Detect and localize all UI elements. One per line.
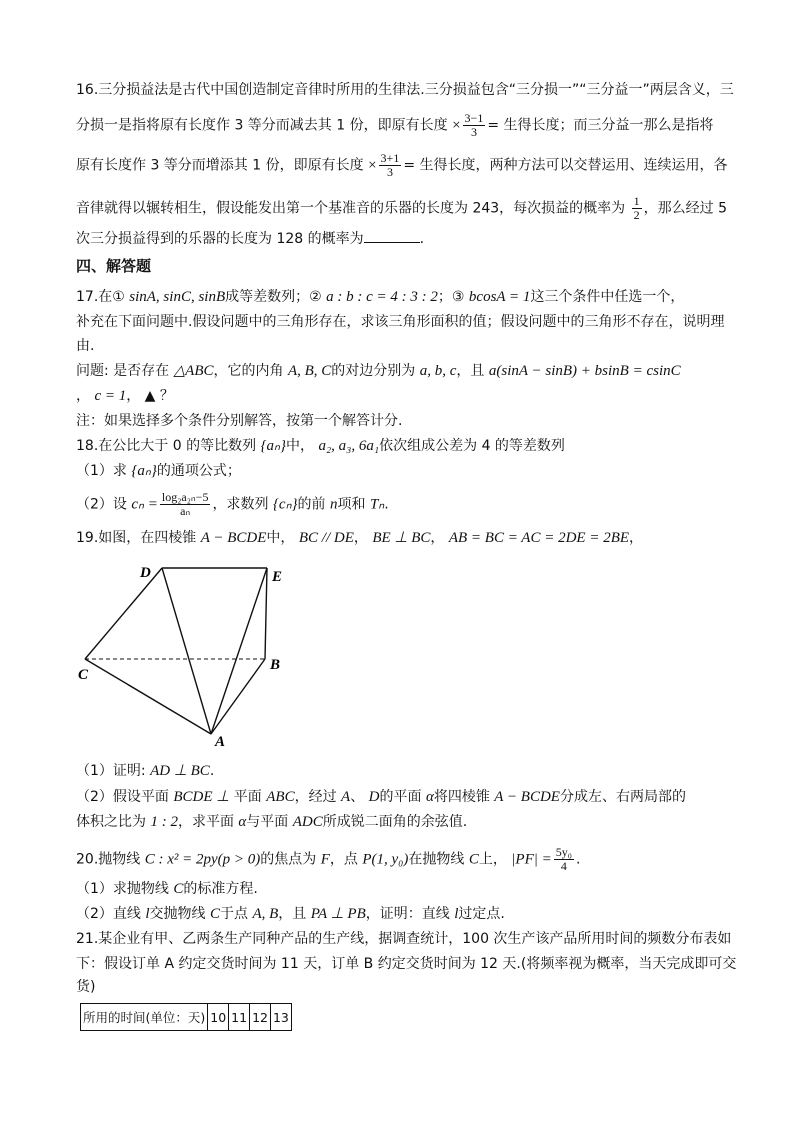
math: △ABC	[173, 363, 214, 379]
label-E: E	[272, 569, 283, 585]
math: P(1, y₀)	[362, 851, 409, 868]
text: ，那么经过 5	[643, 200, 727, 217]
text: 中，	[286, 438, 319, 454]
q20-part-2	[76, 904, 726, 924]
text: ，	[430, 530, 449, 546]
q18-part-1	[76, 461, 726, 481]
math: a₂, a₃, 6a₁	[318, 438, 380, 454]
text: （1）证明:	[76, 763, 151, 779]
math: cₙ =	[131, 496, 158, 513]
q19-line-1	[76, 528, 726, 548]
times-sign: ×	[452, 117, 461, 134]
text: 平面	[229, 789, 267, 805]
text: 的平面	[379, 789, 426, 805]
math: AB = BC = AC = 2DE = 2BE	[448, 530, 630, 546]
math: l	[454, 906, 459, 922]
text: 过定点.	[458, 906, 505, 922]
math: sinA, sinC, sinB	[129, 289, 226, 305]
text: 的通项公式；	[156, 463, 241, 479]
q18-part-2	[76, 491, 726, 518]
q20-part-1	[76, 879, 726, 899]
q17-line-3: 由.	[76, 338, 95, 354]
q21-line-1: 21.某企业有甲、乙两条生产同种产品的生产线，据调查统计，100 次生产该产品所用时间的频数分布表如	[76, 931, 732, 947]
q18-line-1	[76, 436, 726, 456]
text: （2）设	[76, 496, 132, 513]
edge-BA	[211, 659, 265, 734]
text: 体积之比为	[76, 814, 151, 830]
numerator: log₂a₂ₙ−5	[161, 490, 209, 504]
text: ，且	[456, 363, 489, 379]
text: 项和	[337, 496, 370, 513]
math: A − BCDE	[494, 789, 560, 805]
math: A, B, C	[287, 363, 332, 379]
text: 原有长度作 3 等分而增添其 1 份，即原有长度	[76, 157, 369, 174]
text: 分成左、右两局部的	[559, 789, 686, 805]
fraction-cn	[160, 491, 211, 518]
text: ，经过	[294, 789, 342, 805]
table-row	[81, 1004, 292, 1031]
fraction-3-minus-1-over-3	[463, 112, 486, 139]
label-C: C	[78, 667, 89, 683]
q19-part-2	[76, 787, 726, 807]
text: 19.如图，在四棱锥	[76, 530, 201, 546]
text: ，且	[278, 906, 311, 922]
math: a : b : c = 4 : 3 : 2	[326, 289, 438, 305]
text: = 生得长度，两种方法可以交替运用、连续运用，各	[403, 157, 728, 174]
math: n	[330, 496, 338, 513]
math: C	[468, 851, 479, 868]
math: C : x² = 2py(p > 0)	[144, 851, 261, 868]
math: C	[173, 881, 184, 897]
denominator: 3	[470, 125, 477, 139]
text: ，求平面	[177, 814, 239, 830]
frequency-table	[80, 1003, 292, 1031]
fraction-one-half	[632, 195, 642, 222]
math: α	[425, 789, 434, 805]
denominator: aₙ	[180, 504, 191, 518]
text: 的标准方程.	[183, 881, 258, 897]
math: l	[145, 906, 150, 922]
times-sign: ×	[368, 157, 377, 174]
text: 交抛物线	[149, 906, 210, 922]
q17-note: 注：如果选择多个条件分别解答，按第一个解答计分.	[76, 413, 403, 429]
math: Tₙ	[369, 496, 385, 513]
text: 的对边分别为	[331, 363, 420, 379]
text: （1）求	[76, 463, 132, 479]
q21-line-2: 下：假设订单 A 约定交货时间为 11 天，订单 B 约定交货时间为 12 天.(将频率视为概率，当天完成即可交	[76, 956, 737, 972]
edge-EB	[265, 568, 267, 659]
q17-line-4	[76, 361, 726, 381]
q16-line-5	[76, 229, 726, 249]
label-B: B	[270, 657, 281, 673]
table-header-cell: 所用的时间(单位：天)	[81, 1004, 208, 1031]
q17-line-2: 补充在下面问题中.假设问题中的三角形存在，求该三角形面积的值；假设问题中的三角形不存在，说明理	[76, 314, 725, 330]
q19-part-1	[76, 761, 726, 781]
math: BC // DE	[298, 530, 354, 546]
text: 的前	[297, 496, 330, 513]
math: BE ⊥ BC	[372, 530, 431, 546]
math: D	[368, 789, 380, 805]
text: ， ▲ ？	[126, 388, 174, 404]
text: ；③	[437, 289, 469, 305]
math: c = 1	[94, 388, 127, 404]
text: （2）直线	[76, 906, 146, 922]
math: A − BCDE	[200, 530, 267, 546]
table-cell: 13	[270, 1004, 291, 1031]
q17-line-1	[76, 287, 726, 307]
text: 音律就得以辗转相生，假设能发出第一个基准音的乐器的长度为 243，每次损益的概率为	[76, 200, 630, 217]
math: {aₙ}	[131, 463, 157, 479]
q16-line-1	[76, 80, 734, 100]
label-D: D	[140, 565, 151, 581]
text: 与平面	[246, 814, 293, 830]
text: .	[575, 851, 581, 868]
text: 所成锐二面角的余弦值.	[322, 814, 468, 830]
math: A	[341, 789, 351, 805]
text: 次三分损益得到的乐器的长度为 128 的概率为	[76, 231, 364, 247]
math: A, B	[252, 906, 279, 922]
numerator: 1	[633, 194, 640, 208]
math: 1 : 2	[150, 814, 178, 830]
text: 成等差数列；②	[225, 289, 327, 305]
math: |PF| =	[511, 851, 552, 868]
q16-line-2	[76, 112, 726, 139]
text: ，	[76, 388, 95, 404]
math: BCDE ⊥	[173, 789, 230, 805]
math: {aₙ}	[260, 438, 287, 454]
answer-blank	[364, 230, 420, 243]
text: .	[384, 496, 389, 513]
numerator: 5y₀	[555, 845, 572, 859]
text: 在抛物线	[408, 851, 469, 868]
math: PA ⊥ PB	[310, 906, 366, 922]
text: ，	[353, 530, 373, 546]
q21-line-3: 货)	[76, 979, 96, 995]
text: （2）假设平面	[76, 789, 174, 805]
table-cell: 11	[229, 1004, 250, 1031]
text: 分损一是指将原有长度作 3 等分而减去其 1 份，即原有长度	[76, 117, 453, 134]
edge-DC	[85, 568, 162, 659]
math: ADC	[292, 814, 323, 830]
numerator: 3−1	[464, 111, 484, 125]
text: 18.在公比大于 0 的等比数列	[76, 438, 261, 454]
text: 将四棱锥	[433, 789, 495, 805]
q20-line-1	[76, 846, 726, 873]
math: ABC	[266, 789, 295, 805]
math: a, b, c	[419, 363, 457, 379]
q16-line-3	[76, 152, 726, 179]
section-heading: 四、解答题	[76, 257, 152, 275]
text: = 生得长度；而三分益一那么是指将	[487, 117, 714, 134]
math: AD ⊥ BC	[150, 763, 210, 779]
math: α	[238, 814, 247, 830]
text: 中，	[266, 530, 299, 546]
label-A: A	[215, 734, 226, 750]
text: 17.在①	[76, 289, 130, 305]
denominator: 3	[386, 165, 393, 179]
text: .	[419, 231, 425, 247]
math: {cₙ}	[272, 496, 298, 513]
math: C	[209, 906, 220, 922]
text: 这三个条件中任选一个，	[530, 289, 685, 305]
text: ，	[629, 530, 644, 546]
denominator: 4	[560, 859, 567, 873]
fraction-3-plus-1-over-3	[379, 152, 402, 179]
text: 于点	[220, 906, 253, 922]
text: ，它的内角	[213, 363, 288, 379]
fraction-5y0-over-4	[554, 846, 574, 873]
edge-EA	[211, 568, 267, 734]
text: 上，	[478, 851, 512, 868]
numerator: 3+1	[380, 151, 400, 165]
q16-line-4	[76, 195, 726, 222]
text: ，求数列	[212, 496, 273, 513]
text: ，证明：直线	[365, 906, 455, 922]
table-cell: 12	[250, 1004, 271, 1031]
text: （1）求抛物线	[76, 881, 174, 897]
pyramid-figure	[70, 556, 300, 751]
q19-part-2-cont	[76, 812, 726, 832]
math: bcosA = 1	[468, 289, 531, 305]
math: a(sinA − sinB) + bsinB = csinC	[488, 363, 681, 379]
q17-line-5	[76, 386, 726, 406]
text: 依次组成公差为 4 的等差数列	[379, 438, 565, 454]
text: 、	[350, 789, 369, 805]
text: 20.抛物线	[76, 851, 145, 868]
table-cell: 10	[208, 1004, 229, 1031]
text: 16.三分损益法是古代中国创造制定音律时所用的生律法.三分损益包含“三分损一”“三分益一”两层含义，三	[76, 82, 734, 98]
denominator: 2	[633, 208, 640, 222]
text: .	[209, 763, 215, 779]
math: F	[320, 851, 330, 868]
text: 的焦点为	[260, 851, 321, 868]
text: 问题: 是否存在	[76, 363, 174, 379]
text: ，点	[329, 851, 363, 868]
